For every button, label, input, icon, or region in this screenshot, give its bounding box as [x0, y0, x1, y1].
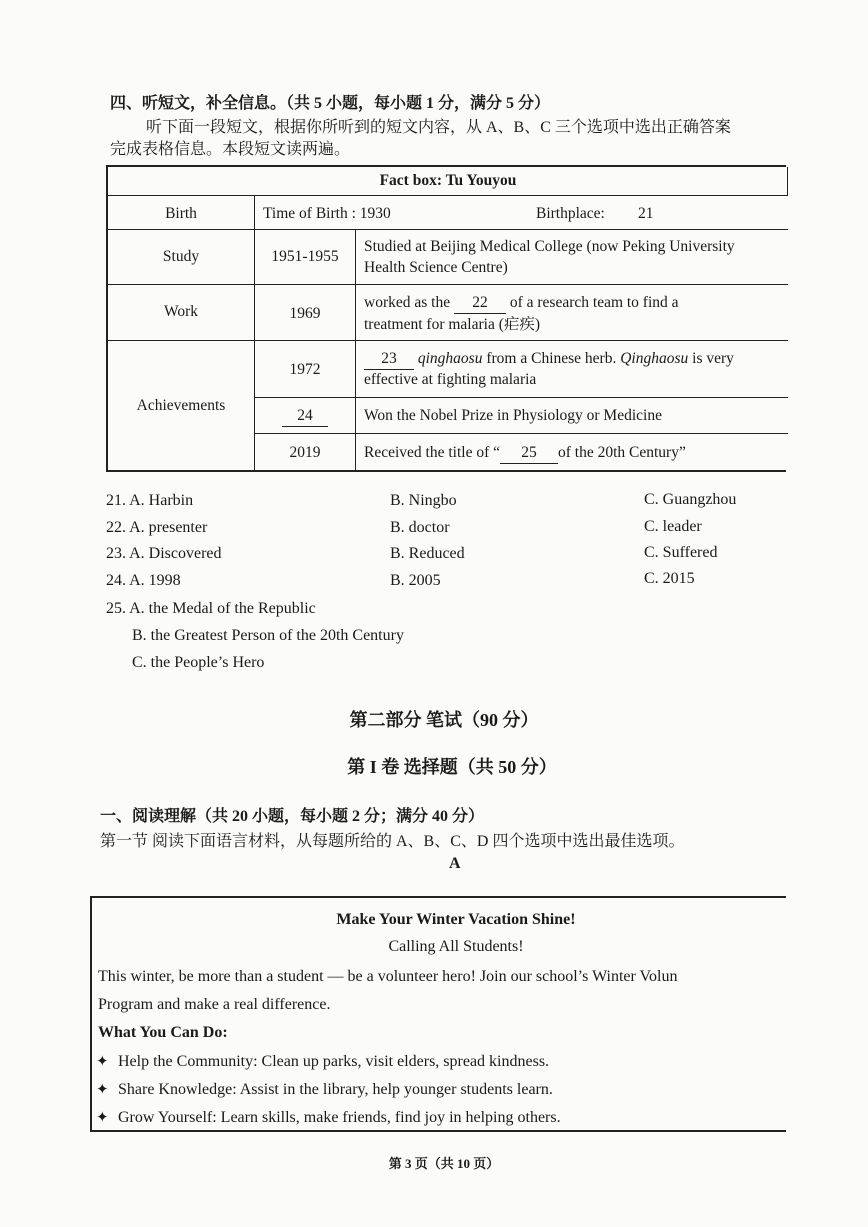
q22-a: 22. A. presenter	[106, 519, 208, 536]
q22-c: C. leader	[644, 518, 702, 535]
work-pre: worked as the	[364, 294, 451, 311]
sparkle-icon: ✦	[96, 1054, 109, 1070]
work-year: 1969	[289, 305, 321, 322]
q25-b: B. the Greatest Person of the 20th Century	[132, 627, 404, 644]
passage-intro-line2: Program and make a real difference.	[98, 996, 331, 1013]
q24-b: B. 2005	[390, 572, 441, 589]
passage-subtitle: Calling All Students!	[388, 938, 524, 955]
q23-c: C. Suffered	[644, 544, 718, 561]
q23-b: B. Reduced	[390, 545, 465, 562]
blank-21: 21	[638, 205, 654, 222]
study-line2: Health Science Centre)	[364, 259, 508, 276]
ach3-post: of the 20th Century”	[558, 444, 686, 461]
volume-title: 第 I 卷 选择题（共 50 分）	[347, 757, 557, 777]
work-line1	[364, 292, 679, 314]
ach3-line	[364, 442, 686, 464]
bullet-1-text: Help the Community: Clean up parks, visit elders, spread kindness.	[118, 1053, 550, 1070]
ach2-text: Won the Nobel Prize in Physiology or Medicine	[364, 407, 662, 424]
part2-title: 第二部分 笔试（90 分）	[349, 710, 539, 730]
birth-label: Birth	[165, 205, 197, 222]
ach1-line2: effective at fighting malaria	[364, 371, 537, 388]
passage-letter: A	[449, 855, 461, 872]
q21-c: C. Guangzhou	[644, 491, 737, 508]
q21-a: 21. A. Harbin	[106, 492, 194, 509]
fact-box-title: Fact box: Tu Youyou	[379, 172, 517, 189]
work-label: Work	[163, 303, 199, 320]
section4-title: 四、听短文，补全信息。（共 5 小题，每小题 1 分，满分 5 分）	[110, 95, 551, 112]
q24-a: 24. A. 1998	[106, 572, 181, 589]
fact-box-table	[106, 165, 786, 472]
blank-22: 22	[454, 292, 506, 314]
ach3-pre: Received the title of “	[364, 444, 500, 461]
ach2-year-cell	[255, 405, 355, 427]
ach1-mid: from a Chinese herb.	[486, 350, 617, 367]
study-years: 1951-1955	[271, 248, 339, 265]
q25-a: 25. A. the Medal of the Republic	[106, 600, 316, 617]
ach1-year: 1972	[289, 361, 321, 378]
study-line1: Studied at Beijing Medical College (now Peking University	[364, 238, 735, 255]
time-of-birth: Time of Birth : 1930	[263, 205, 391, 222]
ach3-year: 2019	[289, 444, 321, 461]
reading-title: 一、阅读理解（共 20 小题，每小题 2 分；满分 40 分）	[100, 808, 485, 825]
passage-box	[90, 896, 786, 1132]
work-line2: treatment for malaria (疟疾)	[364, 316, 541, 333]
achievements-label: Achievements	[136, 397, 226, 414]
ach1-qinghaosu: qinghaosu	[417, 350, 483, 367]
page-footer: 第 3 页（共 10 页）	[388, 1156, 500, 1171]
blank-23: 23	[364, 348, 414, 370]
bullet-3	[96, 1108, 561, 1127]
section4-instruction-line2: 完成表格信息。本段短文读两遍。	[110, 141, 351, 158]
passage-intro-line1: This winter, be more than a student — be a volunteer hero! Join our school’s Winter Volun	[98, 968, 678, 985]
ach1-line1	[364, 348, 734, 370]
q21-b: B. Ningbo	[390, 492, 457, 509]
sparkle-icon: ✦	[96, 1110, 109, 1126]
bullet-3-text: Grow Yourself: Learn skills, make friends, find joy in helping others.	[118, 1109, 561, 1126]
blank-25: 25	[500, 442, 558, 464]
ach1-qinghaosu2: Qinghaosu	[620, 350, 689, 367]
q24-c: C. 2015	[644, 570, 695, 587]
birthplace-label: Birthplace:	[536, 205, 605, 222]
bullet-2	[96, 1080, 553, 1099]
sparkle-icon: ✦	[96, 1082, 109, 1098]
blank-24: 24	[282, 405, 328, 427]
what-heading: What You Can Do:	[98, 1024, 228, 1041]
study-label: Study	[162, 248, 200, 265]
q25-c: C. the People’s Hero	[132, 654, 265, 671]
bullet-1	[96, 1052, 549, 1071]
section1-instruction: 第一节 阅读下面语言材料，从每题所给的 A、B、C、D 四个选项中选出最佳选项。	[100, 833, 685, 850]
ach1-post: is very	[692, 350, 734, 367]
q22-b: B. doctor	[390, 519, 450, 536]
section4-instruction-line1: 听下面一段短文，根据你所听到的短文内容，从 A、B、C 三个选项中选出正确答案	[146, 119, 731, 136]
work-post: of a research team to find a	[509, 294, 679, 311]
passage-title: Make Your Winter Vacation Shine!	[336, 911, 576, 928]
bullet-2-text: Share Knowledge: Assist in the library, help younger students learn.	[118, 1081, 553, 1098]
q23-a: 23. A. Discovered	[106, 545, 222, 562]
